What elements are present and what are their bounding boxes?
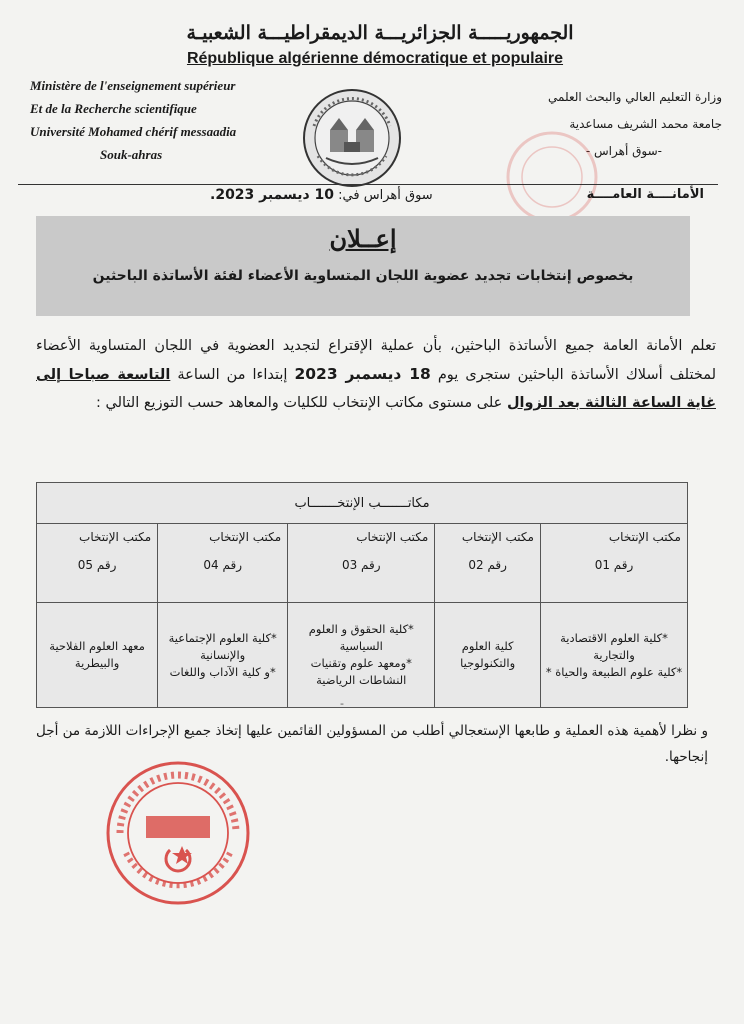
french-ministry-line: Et de la Recherche scientifique bbox=[30, 101, 197, 116]
table-faculty-cell bbox=[37, 603, 158, 708]
station-label: مكتب الإنتخاب bbox=[608, 530, 681, 544]
arabic-republic-title: الجمهوريـــــة الجزائريـــة الديمقراطيـــة الشعبيـة bbox=[186, 22, 574, 44]
administration-stamp-icon bbox=[100, 758, 256, 908]
french-city-line: Souk-ahras bbox=[100, 147, 163, 162]
table-label-cell bbox=[541, 524, 688, 603]
station-label: مكتب الإنتخاب bbox=[209, 530, 282, 544]
faculty-line: كلية العلوم والتكنولوجيا bbox=[460, 639, 516, 670]
announcement-band bbox=[36, 216, 690, 316]
table-faculty-cell bbox=[435, 603, 541, 708]
station-number: رقم 02 bbox=[468, 558, 507, 572]
arabic-ministry-line: جامعة محمد الشريف مساعدية bbox=[569, 117, 722, 131]
election-hours: التاسعة صباحا إلى غاية الساعة الثالثة بعد الزوال bbox=[36, 367, 716, 411]
header-divider bbox=[18, 184, 718, 185]
announcement-body bbox=[36, 332, 716, 417]
page-mark: - bbox=[340, 697, 344, 710]
polling-stations-table bbox=[36, 482, 688, 708]
faculty-line: *كلية العلوم الإجتماعية والإنسانية bbox=[168, 630, 277, 662]
faculty-line: *كلية الحقوق و العلوم السياسية bbox=[308, 622, 414, 653]
table-label-cell bbox=[288, 524, 435, 603]
table-header: مكاتـــــــب الإنتخـــــــاب bbox=[37, 483, 688, 524]
station-label: مكتب الإنتخاب bbox=[461, 530, 534, 544]
faculty-line: *كلية علوم الطبيعة والحياة * bbox=[545, 664, 683, 679]
table-label-cell bbox=[158, 524, 288, 603]
date-line bbox=[210, 187, 433, 203]
arabic-ministry-line: وزارة التعليم العالي والبحث العلمي bbox=[548, 90, 722, 104]
date-prefix: سوق أهراس في: bbox=[338, 188, 433, 203]
body-part-3: على مستوى مكاتب الإنتخاب للكليات والمعاهد حسب التوزيع التالي : bbox=[95, 395, 507, 411]
faculty-line: *ومعهد علوم وتقنيات النشاطات الرياضية bbox=[310, 656, 412, 687]
table-label-cell bbox=[37, 524, 158, 603]
table-faculty-cell bbox=[541, 603, 688, 708]
station-number: رقم 05 bbox=[77, 558, 117, 572]
station-number: رقم 03 bbox=[341, 558, 381, 572]
french-republic-title: République algérienne démocratique et populaire bbox=[186, 50, 564, 67]
university-logo-icon bbox=[300, 86, 404, 190]
faculty-line: معهد العلوم الفلاحية والبيطرية bbox=[49, 639, 145, 670]
faculty-line: *كلية العلوم الاقتصادية والتجارية bbox=[560, 630, 668, 662]
table-faculty-cell bbox=[288, 603, 435, 708]
table-faculty-cell bbox=[158, 603, 288, 708]
table-label-cell bbox=[435, 524, 541, 603]
station-label: مكتب الإنتخاب bbox=[79, 530, 152, 544]
french-ministry-line: Université Mohamed chérif messaadia bbox=[30, 124, 237, 139]
station-label: مكتب الإنتخاب bbox=[356, 530, 429, 544]
election-date: 18 ديسمبر 2023 bbox=[294, 365, 431, 383]
arabic-city-line: -سوق أهراس - bbox=[585, 144, 662, 158]
station-number: رقم 04 bbox=[203, 558, 242, 572]
date-value: 10 ديسمبر 2023. bbox=[210, 187, 335, 203]
closing-paragraph: و نظرا لأهمية هذه العملية و طابعها الإستعجالي أطلب من المسؤولين القائمين عليها إتخاذ جميع الإجراءات اللازمة من أجل إنجاحها. bbox=[36, 723, 708, 765]
body-part-1: تعلم الأمانة العامة جميع الأساتذة الباحثين، بأن عملية الإقتراع لتجديد العضوية في اللجان المتساوية الأعضاء لمختلف أسلاك الأساتذة الباحثين ستجرى يوم bbox=[36, 338, 717, 383]
faculty-line: *و كلية الآداب واللغات bbox=[169, 664, 276, 679]
body-part-2: إبتداءا من الساعة bbox=[170, 367, 295, 383]
french-ministry-line: Ministère de l'enseignement supérieur bbox=[30, 78, 236, 93]
station-number: رقم 01 bbox=[594, 558, 634, 572]
french-ministry-block bbox=[30, 74, 260, 166]
announcement-title: إعــلان bbox=[329, 224, 397, 253]
announcement-subtitle: بخصوص إنتخابات تجديد عضوية اللجان المتساوية الأعضاء لفئة الأساتذة الباحثين bbox=[92, 268, 634, 284]
secretariat-label: الأمانــــة العامــــة bbox=[586, 187, 704, 202]
